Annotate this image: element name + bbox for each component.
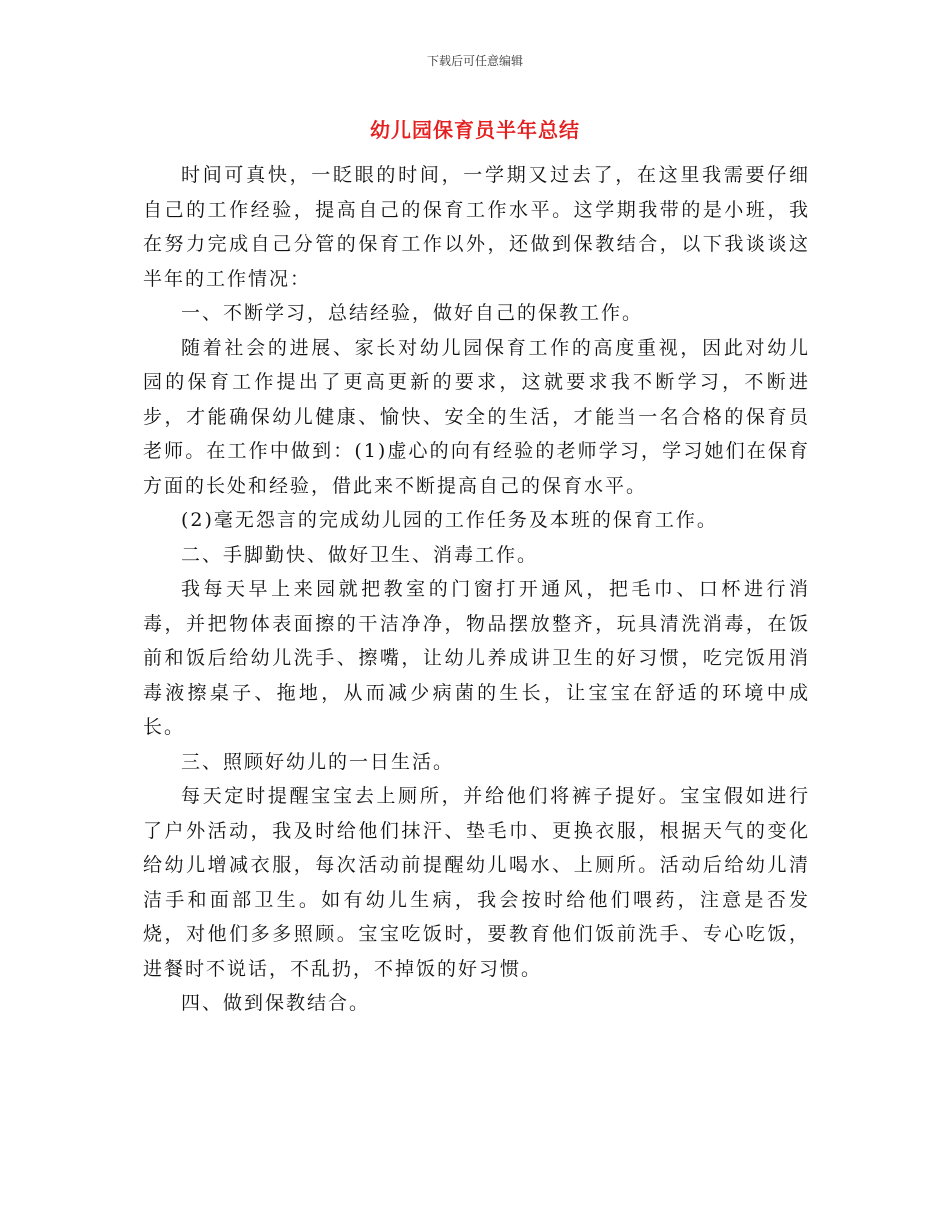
section-heading-2: 二、手脚勤快、做好卫生、消毒工作。 (181, 543, 539, 566)
document-title: 幼儿园保育员半年总结 (370, 118, 580, 142)
header-note: 下载后可任意编辑 (426, 54, 523, 68)
section-heading-4: 四、做到保教结合。 (181, 992, 371, 1014)
paragraph-study: 随着社会的进展、家长对幼儿园保育工作的高度重视，因此对幼儿园的保育工作提出了更高更新的要求，这就要求我不断学习，不断进步，才能确保幼儿健康、愉快、安全的生活，才能当一名合格的保育员老师。在工作中做到：(1)虚心的向有经验的老师学习，学习她们在保育方面的长处和经验，借此来不断提高自己的保育水平。 (143, 336, 810, 497)
section-heading-3: 三、照顾好幼儿的一日生活。 (181, 750, 455, 773)
paragraph-daily-care: 每天定时提醒宝宝去上厕所，并给他们将裤子提好。宝宝假如进行了户外活动，我及时给他们抹汗、垫毛巾、更换衣服，根据天气的变化给幼儿增减衣服，每次活动前提醒幼儿喝水、上厕所。活动后给幼儿清洁手和面部卫生。如有幼儿生病，我会按时给他们喂药，注意是否发烧，对他们多多照顾。宝宝吃饭时，要教育他们饭前洗手、专心吃饭，进餐时不说话，不乱扔，不掉饭的好习惯。 (143, 785, 810, 980)
paragraph-study-point-2: (2)毫无怨言的完成幼儿园的工作任务及本班的保育工作。 (181, 509, 718, 531)
section-heading-1: 一、不断学习，总结经验，做好自己的保教工作。 (181, 302, 644, 324)
document-body (143, 158, 810, 1021)
paragraph-intro: 时间可真快，一眨眼的时间，一学期又过去了，在这里我需要仔细自己的工作经验，提高自己的保育工作水平。这学期我带的是小班，我在努力完成自己分管的保育工作以外，还做到保教结合，以下我谈谈这半年的工作情况： (143, 164, 810, 290)
paragraph-hygiene: 我每天早上来园就把教室的门窗打开通风，把毛巾、口杯进行消毒，并把物体表面擦的干洁净净，物品摆放整齐，玩具清洗消毒，在饭前和饭后给幼儿洗手、擦嘴，让幼儿养成讲卫生的好习惯，吃完饭用消毒液擦桌子、拖地，从而减少病菌的生长，让宝宝在舒适的环境中成长。 (143, 578, 810, 738)
